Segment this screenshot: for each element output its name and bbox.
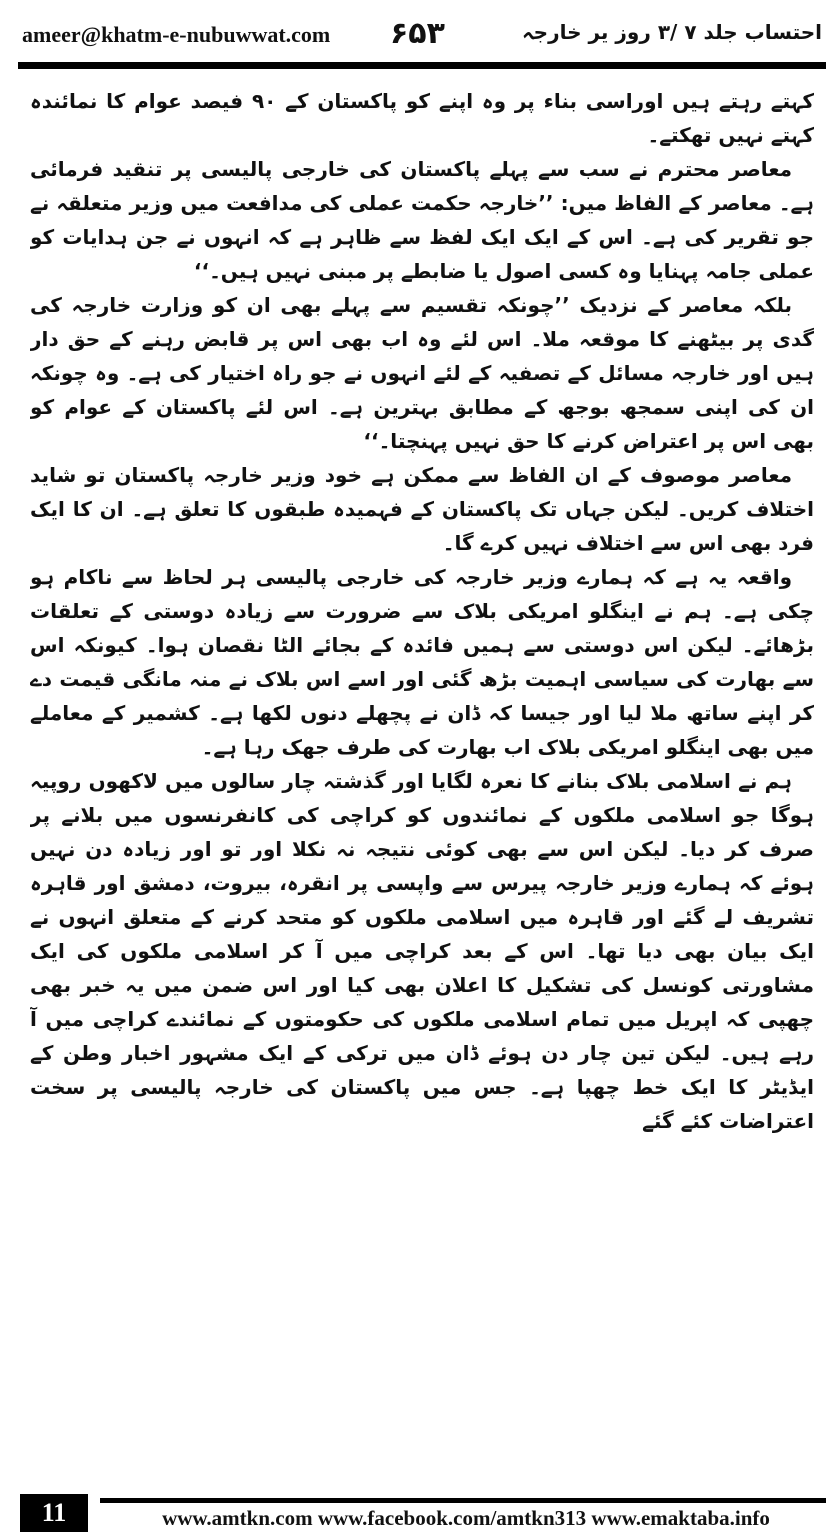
paragraph: بلکہ معاصر کے نزدیک ’’چونکہ تقسیم سے پہلے بھی ان کو وزارت خارجہ کی گدی پر بیٹھنے کا موقعہ ملا۔ اس لئے وہ اب بھی اس پر قابض رہنے کے حق دار ہیں اور خارجہ مسائل کے تصفیہ کے لئے انہوں نے جو راہ اختیار کی ہے۔ وہ چونکہ ان کی اپنی سمجھ بوجھ کے مطابق بہترین ہے۔ اس لئے پاکستان کے عوام کو بھی اس پر اعتراض کرنے کا حق نہیں پہنچتا۔‘‘ bbox=[30, 293, 814, 453]
header-page-number: ۶۵۳ bbox=[390, 16, 445, 51]
paragraph: واقعہ یہ ہے کہ ہمارے وزیر خارجہ کی خارجی پالیسی ہر لحاظ سے ناکام ہو چکی ہے۔ ہم نے اینگلو امریکی بلاک سے ضرورت سے زیادہ دوستی کے تعلقات بڑھائے۔ لیکن اس دوستی سے ہمیں فائدہ کے بجائے الٹا نقصان ہوا۔ کیونکہ اس سے بھارت کی سیاسی اہمیت بڑھ گئی اور اسے اس بلاک نے منہ مانگی قیمت دے کر اپنے ساتھ ملا لیا اور جیسا کہ ڈان نے پچھلے دنوں لکھا ہے۔ کشمیر کے معاملے میں بھی اینگلو امریکی بلاک اب بھارت کی طرف جھک رہا ہے۔ bbox=[30, 565, 814, 759]
footer-divider bbox=[100, 1498, 826, 1503]
header-title: احتساب جلد ۷ /۳ روز یر خارجہ bbox=[521, 20, 822, 44]
header-email: ameer@khatm-e-nubuwwat.com bbox=[22, 22, 331, 47]
paragraph: معاصر موصوف کے ان الفاظ سے ممکن ہے خود وزیر خارجہ پاکستان تو شاید اختلاف کریں۔ لیکن جہاں تک پاکستان کے فہمیدہ طبقوں کا تعلق ہے۔ ان کا ایک فرد بھی اس سے اختلاف نہیں کرے گا۔ bbox=[30, 463, 814, 555]
paragraph: کہتے رہتے ہیں اوراسی بناء پر وہ اپنے کو پاکستان کے ۹۰ فیصد عوام کا نمائندہ کہتے نہیں تھکتے۔ bbox=[30, 89, 814, 147]
footer-links: www.amtkn.com www.facebook.com/amtkn313 www.emaktaba.info bbox=[162, 1506, 770, 1530]
header-divider bbox=[18, 62, 826, 69]
page-footer bbox=[0, 1494, 840, 1540]
paragraph: ہم نے اسلامی بلاک بنانے کا نعرہ لگایا اور گذشتہ چار سالوں میں لاکھوں روپیہ ہوگا جو اسلامی ملکوں کے نمائندوں کو کراچی کی کانفرنسوں میں بلانے پر صرف کر دیا۔ لیکن اس سے بھی کوئی نتیجہ نہ نکلا اور تو اور زیادہ دن نہیں ہوئے کہ ہمارے وزیر خارجہ پیرس سے واپسی پر انقرہ، بیروت، دمشق اور قاہرہ تشریف لے گئے اور قاہرہ میں اسلامی ملکوں کو متحد کرنے کے متعلق انہوں نے ایک بیان بھی دیا تھا۔ اس کے بعد کراچی میں آ کر اسلامی ملکوں کی ایک مشاورتی کونسل کی تشکیل کا اعلان بھی کیا اور اس ضمن میں یہ خبر بھی چھپی کہ اپریل میں تمام اسلامی ملکوں کی حکومتوں کے نمائندے کراچی میں آ رہے ہیں۔ لیکن تین چار دن ہوئے ڈان میں ترکی کے ایک مشہور اخبار وطن کے ایڈیٹر کا ایک خط چھپا ہے۔ جس میں پاکستان کی خارجہ پالیسی پر سخت اعتراضات کئے گئے bbox=[30, 769, 814, 1133]
page-body bbox=[30, 84, 814, 1484]
page-header bbox=[22, 16, 822, 58]
footer-page-number: 11 bbox=[20, 1494, 88, 1532]
paragraph: معاصر محترم نے سب سے پہلے پاکستان کی خارجی پالیسی پر تنقید فرمائی ہے۔ معاصر کے الفاظ میں: ’’خارجہ حکمت عملی کی مدافعت میں وزیر متعلقہ نے جو تقریر کی ہے۔ اس کے ایک ایک لفظ سے ظاہر ہے کہ انہوں نے جن ہدایات کو عملی جامہ پہنایا وہ کسی اصول یا ضابطے پر مبنی نہیں ہیں۔‘‘ bbox=[30, 157, 814, 283]
